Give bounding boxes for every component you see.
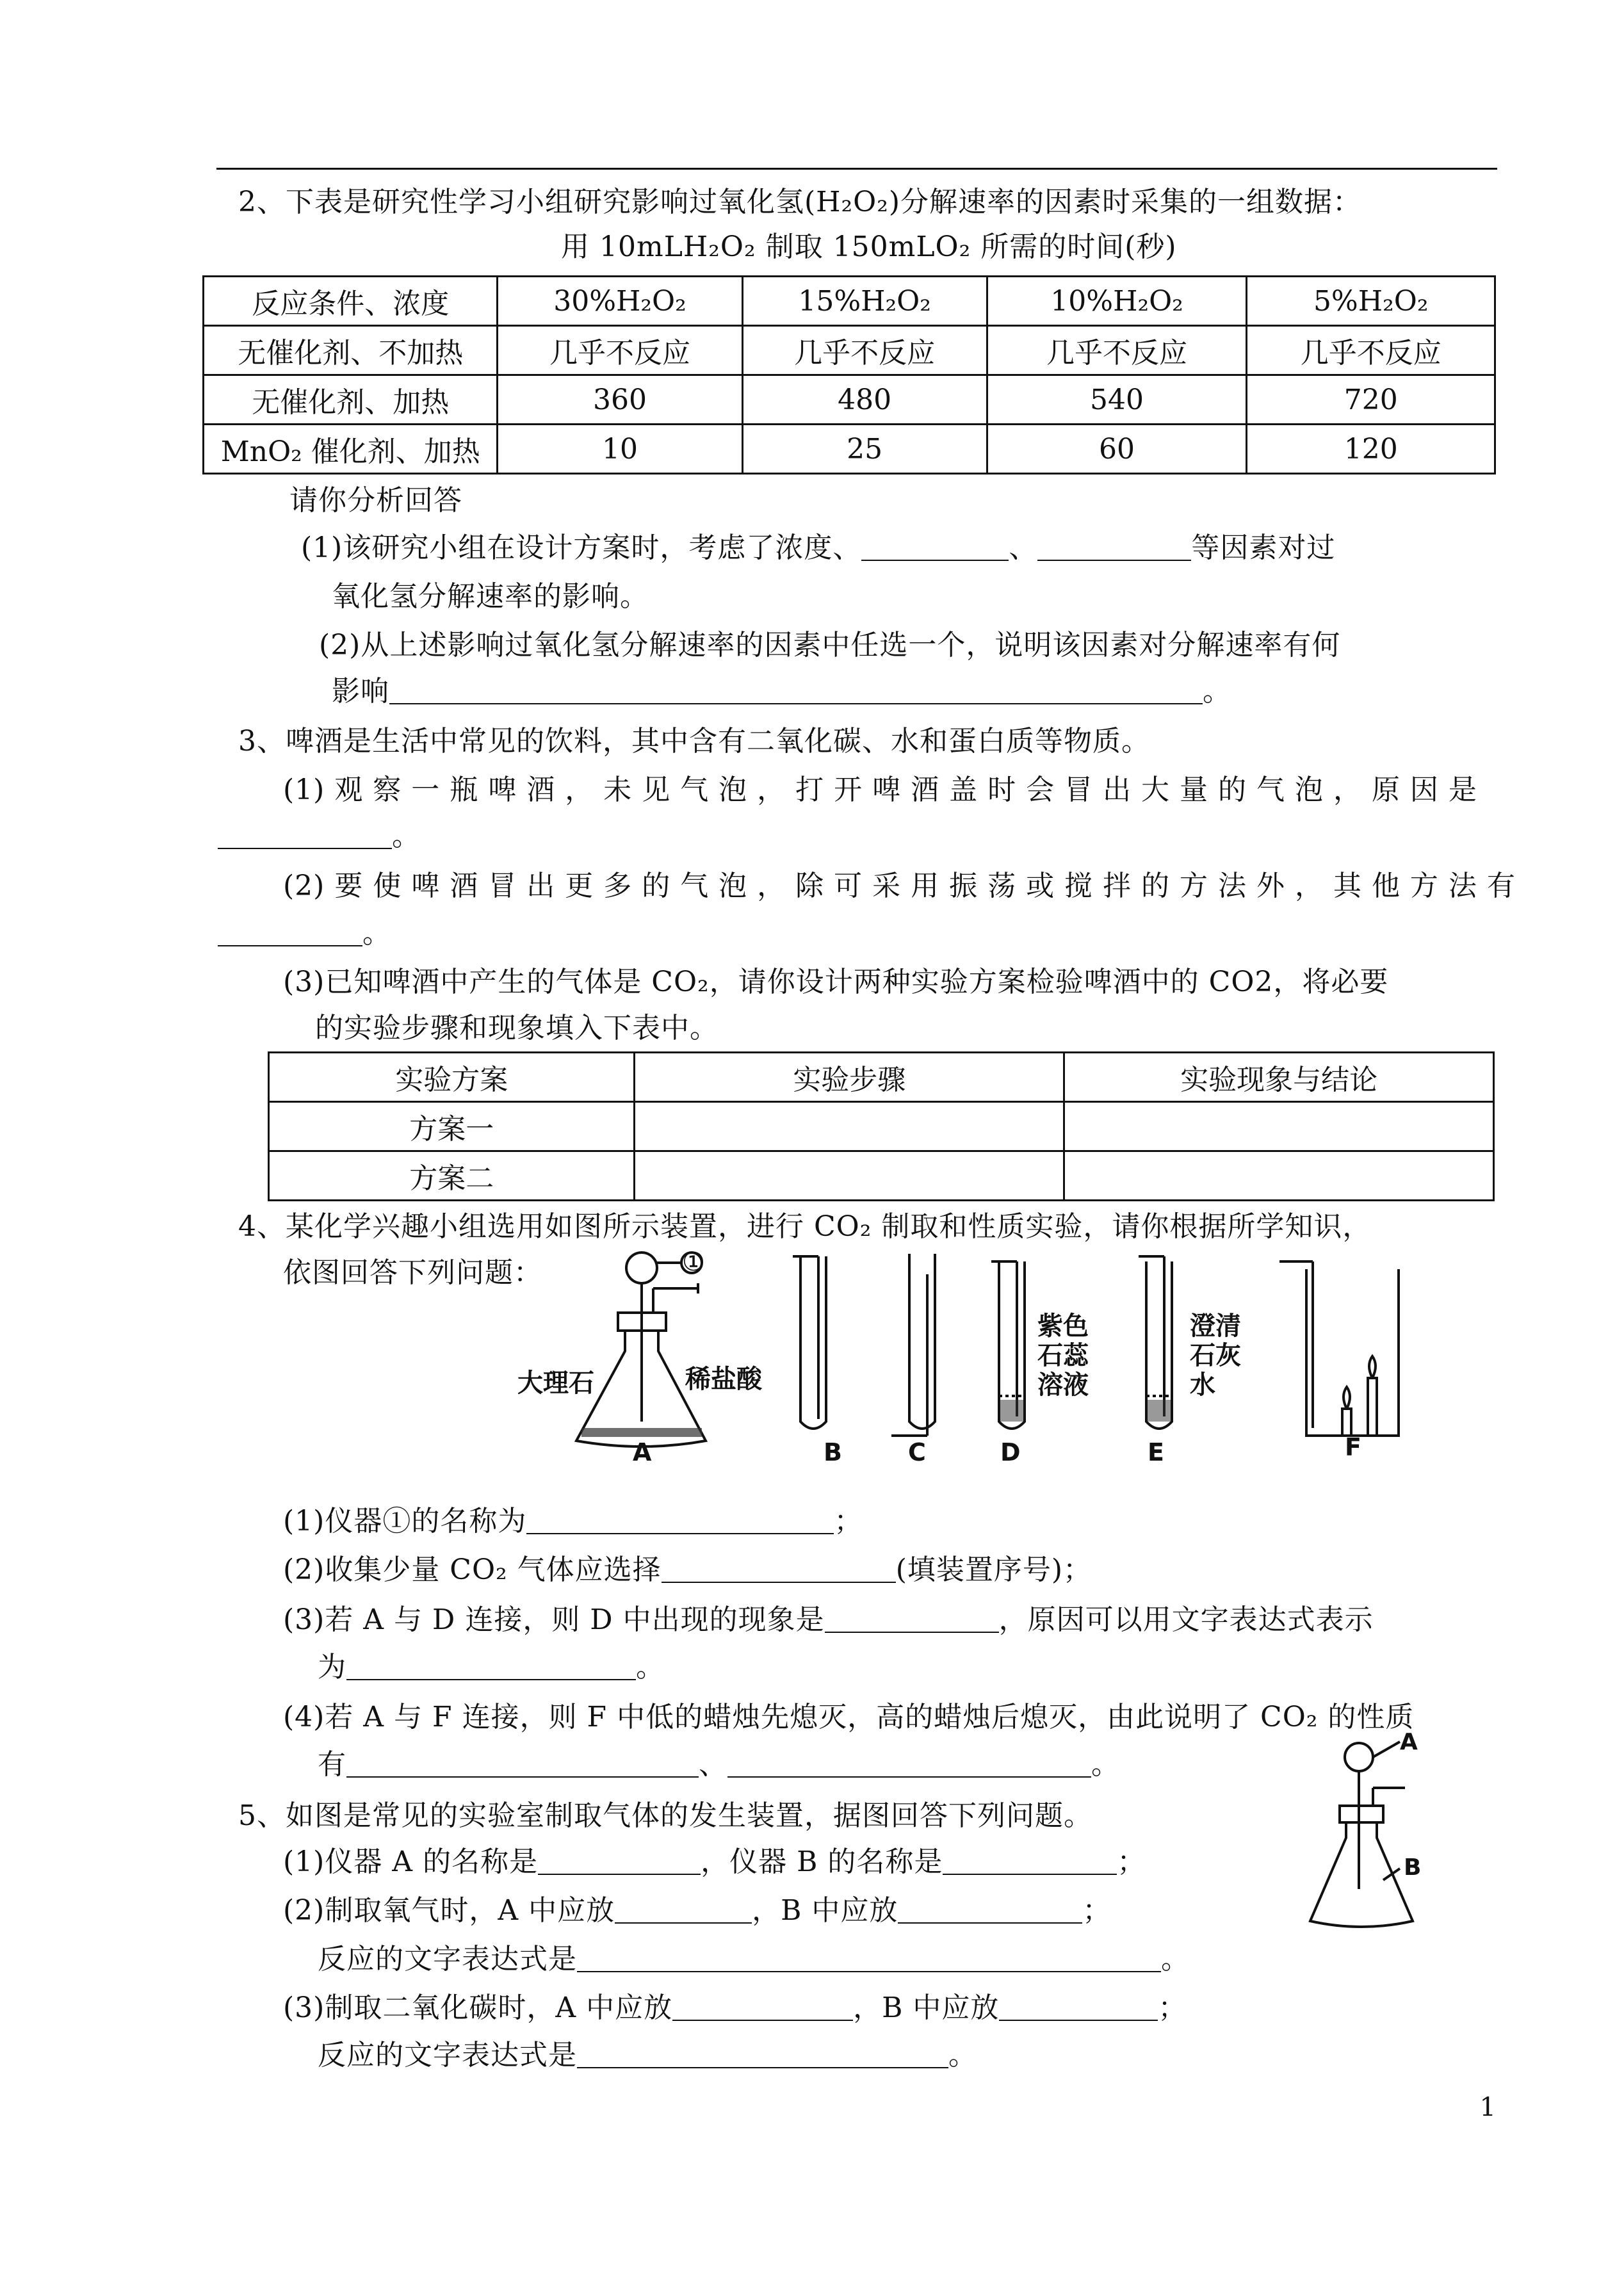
q3-intro: 3、啤酒是生活中常见的饮料，其中含有二氧化碳、水和蛋白质等物质。 [238,725,1150,758]
label-marble: 大理石 [517,1368,594,1398]
q2-part1-cont: 氧化氢分解速率的影响。 [332,580,649,613]
answer-blank[interactable] [577,2040,948,2068]
punct: ； [834,1505,863,1537]
table-header-cell: 30%H₂O₂ [498,277,742,326]
table-header-cell: 实验现象与结论 [1064,1053,1494,1102]
letter-b: B [824,1438,842,1466]
letter-f: F [1345,1433,1361,1461]
q4-apparatus-figure [499,1236,1409,1473]
table-row [269,1102,1494,1151]
q4-part3-label: 为 [318,1651,346,1683]
page-number: 1 [1479,2093,1496,2122]
q3-part1-cont [218,817,421,856]
table-header-row [269,1053,1494,1102]
q5-part3 [283,1989,1187,2027]
label-line: 溶液 [1037,1370,1089,1400]
answer-blank[interactable] [218,821,392,849]
q4-part4-label: 有 [318,1748,346,1781]
q4-part1-text: (1)仪器①的名称为 [283,1505,527,1537]
q2-table-caption: 用 10mLH₂O₂ 制取 150mLO₂ 所需的时间(秒) [561,231,1177,263]
q4-intro: 4、某化学兴趣小组选用如图所示装置，进行 CO₂ 制取和性质实验，请你根据所学知识， [238,1210,1372,1243]
letter-c: C [908,1438,926,1466]
label-line: 紫色 [1037,1311,1089,1341]
q5-part2-cont [318,1940,1190,1979]
q2-part2: (2)从上述影响过氧化氢分解速率的因素中任选一个，说明该因素对分解速率有何 [319,629,1341,661]
q5-part1-mid: ，仪器 B 的名称是 [701,1845,943,1878]
answer-blank[interactable] [861,533,1009,561]
q5-part2-label: 反应的文字表达式是 [318,1943,577,1975]
separator: 、 [1009,531,1038,564]
q4-part4: (4)若 A 与 F 连接，则 F 中低的蜡烛先熄灭，高的蜡烛后熄灭，由此说明了 CO₂ 的性质 [283,1701,1415,1733]
table-cell: 10 [498,425,742,474]
q5-part3-mid: ，B 中应放 [853,1991,1000,2024]
answer-blank[interactable] [218,918,362,946]
q5-part2-text: (2)制取氧气时，A 中应放 [283,1894,615,1927]
q4-part3 [283,1601,1374,1639]
answer-blank[interactable] [1037,533,1191,561]
funnel-bulb [626,1253,657,1283]
answer-blank[interactable] [898,1895,1082,1924]
label-limewater [1190,1311,1241,1400]
label-b: B [1404,1854,1422,1881]
table-cell: 480 [742,375,987,425]
punct: 。 [1091,1748,1120,1781]
punct: 。 [948,2039,977,2072]
q4-part3-text: (3)若 A 与 D 连接，则 D 中出现的现象是 [283,1603,825,1636]
table-cell: 无催化剂、不加热 [204,326,498,375]
q5-part1 [283,1843,1146,1881]
q5-part2 [283,1892,1111,1930]
table-cell: 无催化剂、加热 [204,375,498,425]
table-cell: 60 [987,425,1247,474]
q2-part1-text: (1)该研究小组在设计方案时，考虑了浓度、 [301,531,862,564]
answer-cell[interactable] [1064,1102,1494,1151]
table-cell: 几乎不反应 [987,326,1247,375]
top-rule [216,168,1497,170]
answer-blank[interactable] [999,1993,1158,2021]
q4-part1 [283,1502,863,1541]
answer-blank[interactable] [526,1506,834,1534]
table-header-cell: 实验方案 [269,1053,635,1102]
table-cell: 120 [1247,425,1495,474]
table-cell: 540 [987,375,1247,425]
punct: ； [1117,1845,1146,1878]
answer-cell[interactable] [635,1102,1064,1151]
table-header-row [204,277,1495,326]
q4-intro-cont: 依图回答下列问题： [283,1256,542,1289]
q2-part2-cont [332,672,1231,711]
answer-blank[interactable] [825,1605,999,1633]
table-cell: 360 [498,375,742,425]
answer-cell[interactable] [635,1151,1064,1201]
label-acid: 稀盐酸 [685,1365,762,1394]
punct: ； [1082,1894,1112,1927]
q3-part1: (1) 观 察 一 瓶 啤 酒 ， 未 见 气 泡 ， 打 开 啤 酒 盖 时 会 冒 出 大 量 的 气 泡 ， 原 因 是 [283,774,1477,806]
answer-blank[interactable] [577,1944,1161,1972]
separator: 、 [699,1748,727,1781]
table-cell: 方案二 [269,1151,635,1201]
punct: 。 [1203,675,1231,708]
table-cell: 720 [1247,375,1495,425]
generator-drawing [1287,1729,1441,1947]
punct: ； [1158,1991,1187,2024]
punct: 。 [362,917,391,950]
q4-part2 [283,1551,1092,1589]
q2-intro: 2、下表是研究性学习小组研究影响过氧化氢(H₂O₂)分解速率的因素时采集的一组数据： [238,186,1362,218]
answer-blank[interactable] [615,1895,752,1924]
answer-blank[interactable] [672,1993,853,2021]
table-cell: 25 [742,425,987,474]
table-cell: 方案一 [269,1102,635,1151]
letter-a: A [633,1438,652,1466]
label-line: 水 [1190,1370,1215,1400]
answer-blank[interactable] [346,1652,636,1680]
label-line: 石蕊 [1037,1341,1089,1370]
table-header-cell: 10%H₂O₂ [987,277,1247,326]
table-row [204,425,1495,474]
q5-part3-cont [318,2036,977,2075]
label-line: 澄清 [1190,1311,1241,1341]
q4-part3-cont [318,1648,665,1687]
q2-part2-label: 影响 [332,675,389,708]
table-header-cell: 5%H₂O₂ [1247,277,1495,326]
marker-label: ① [682,1247,705,1277]
apparatus-drawing [499,1236,1409,1473]
answer-blank[interactable] [389,676,1203,704]
table-row [269,1151,1494,1201]
table-header-cell: 15%H₂O₂ [742,277,987,326]
q2-part1-tail: 等因素对过 [1191,531,1336,564]
table-cell: MnO₂ 催化剂、加热 [204,425,498,474]
q3-part2-cont [218,914,391,953]
table-cell: 几乎不反应 [498,326,742,375]
table-row [204,326,1495,375]
table-cell: 几乎不反应 [742,326,987,375]
q5-part2-mid: ，B 中应放 [752,1894,898,1927]
answer-blank[interactable] [662,1555,896,1583]
q5-part3-label: 反应的文字表达式是 [318,2039,577,2072]
punct: 。 [392,820,421,852]
q4-part4-cont [318,1746,1120,1784]
answer-blank[interactable] [943,1847,1117,1875]
q2-prompt: 请你分析回答 [289,484,462,517]
q2-part1 [301,529,1335,567]
answer-blank[interactable] [727,1749,1091,1778]
punct: 。 [636,1651,665,1683]
answer-cell[interactable] [1064,1151,1494,1201]
q3-part3-cont: 的实验步骤和现象填入下表中。 [315,1012,719,1044]
q5-apparatus-figure [1287,1729,1441,1947]
q3-plan-table [268,1051,1495,1201]
q3-part2: (2) 要 使 啤 酒 冒 出 更 多 的 气 泡 ， 除 可 采 用 振 荡 或 搅 拌 的 方 法 外 ， 其 他 方 法 有 [283,870,1516,902]
q4-part2-tail: (填装置序号)； [895,1553,1092,1586]
q2-data-table [202,275,1496,474]
label-a: A [1400,1729,1418,1755]
letter-e: E [1148,1438,1164,1466]
label-litmus [1037,1311,1089,1400]
label-line: 石灰 [1190,1341,1241,1370]
q3-part3: (3)已知啤酒中产生的气体是 CO₂，请你设计两种实验方案检验啤酒中的 CO2，将必要 [283,966,1389,998]
q4-part2-text: (2)收集少量 CO₂ 气体应选择 [283,1553,662,1586]
answer-blank[interactable] [346,1749,699,1778]
table-row [204,375,1495,425]
q4-part3-tail: ，原因可以用文字表达式表示 [998,1603,1374,1636]
table-header-cell: 反应条件、浓度 [204,277,498,326]
table-header-cell: 实验步骤 [635,1053,1064,1102]
q5-part1-text: (1)仪器 A 的名称是 [283,1845,539,1878]
punct: 。 [1161,1943,1190,1975]
answer-blank[interactable] [538,1847,701,1875]
q5-intro: 5、如图是常见的实验室制取气体的发生装置，据图回答下列问题。 [238,1799,1092,1832]
letter-d: D [1000,1438,1021,1466]
q5-part3-text: (3)制取二氧化碳时，A 中应放 [283,1991,673,2024]
table-cell: 几乎不反应 [1247,326,1495,375]
